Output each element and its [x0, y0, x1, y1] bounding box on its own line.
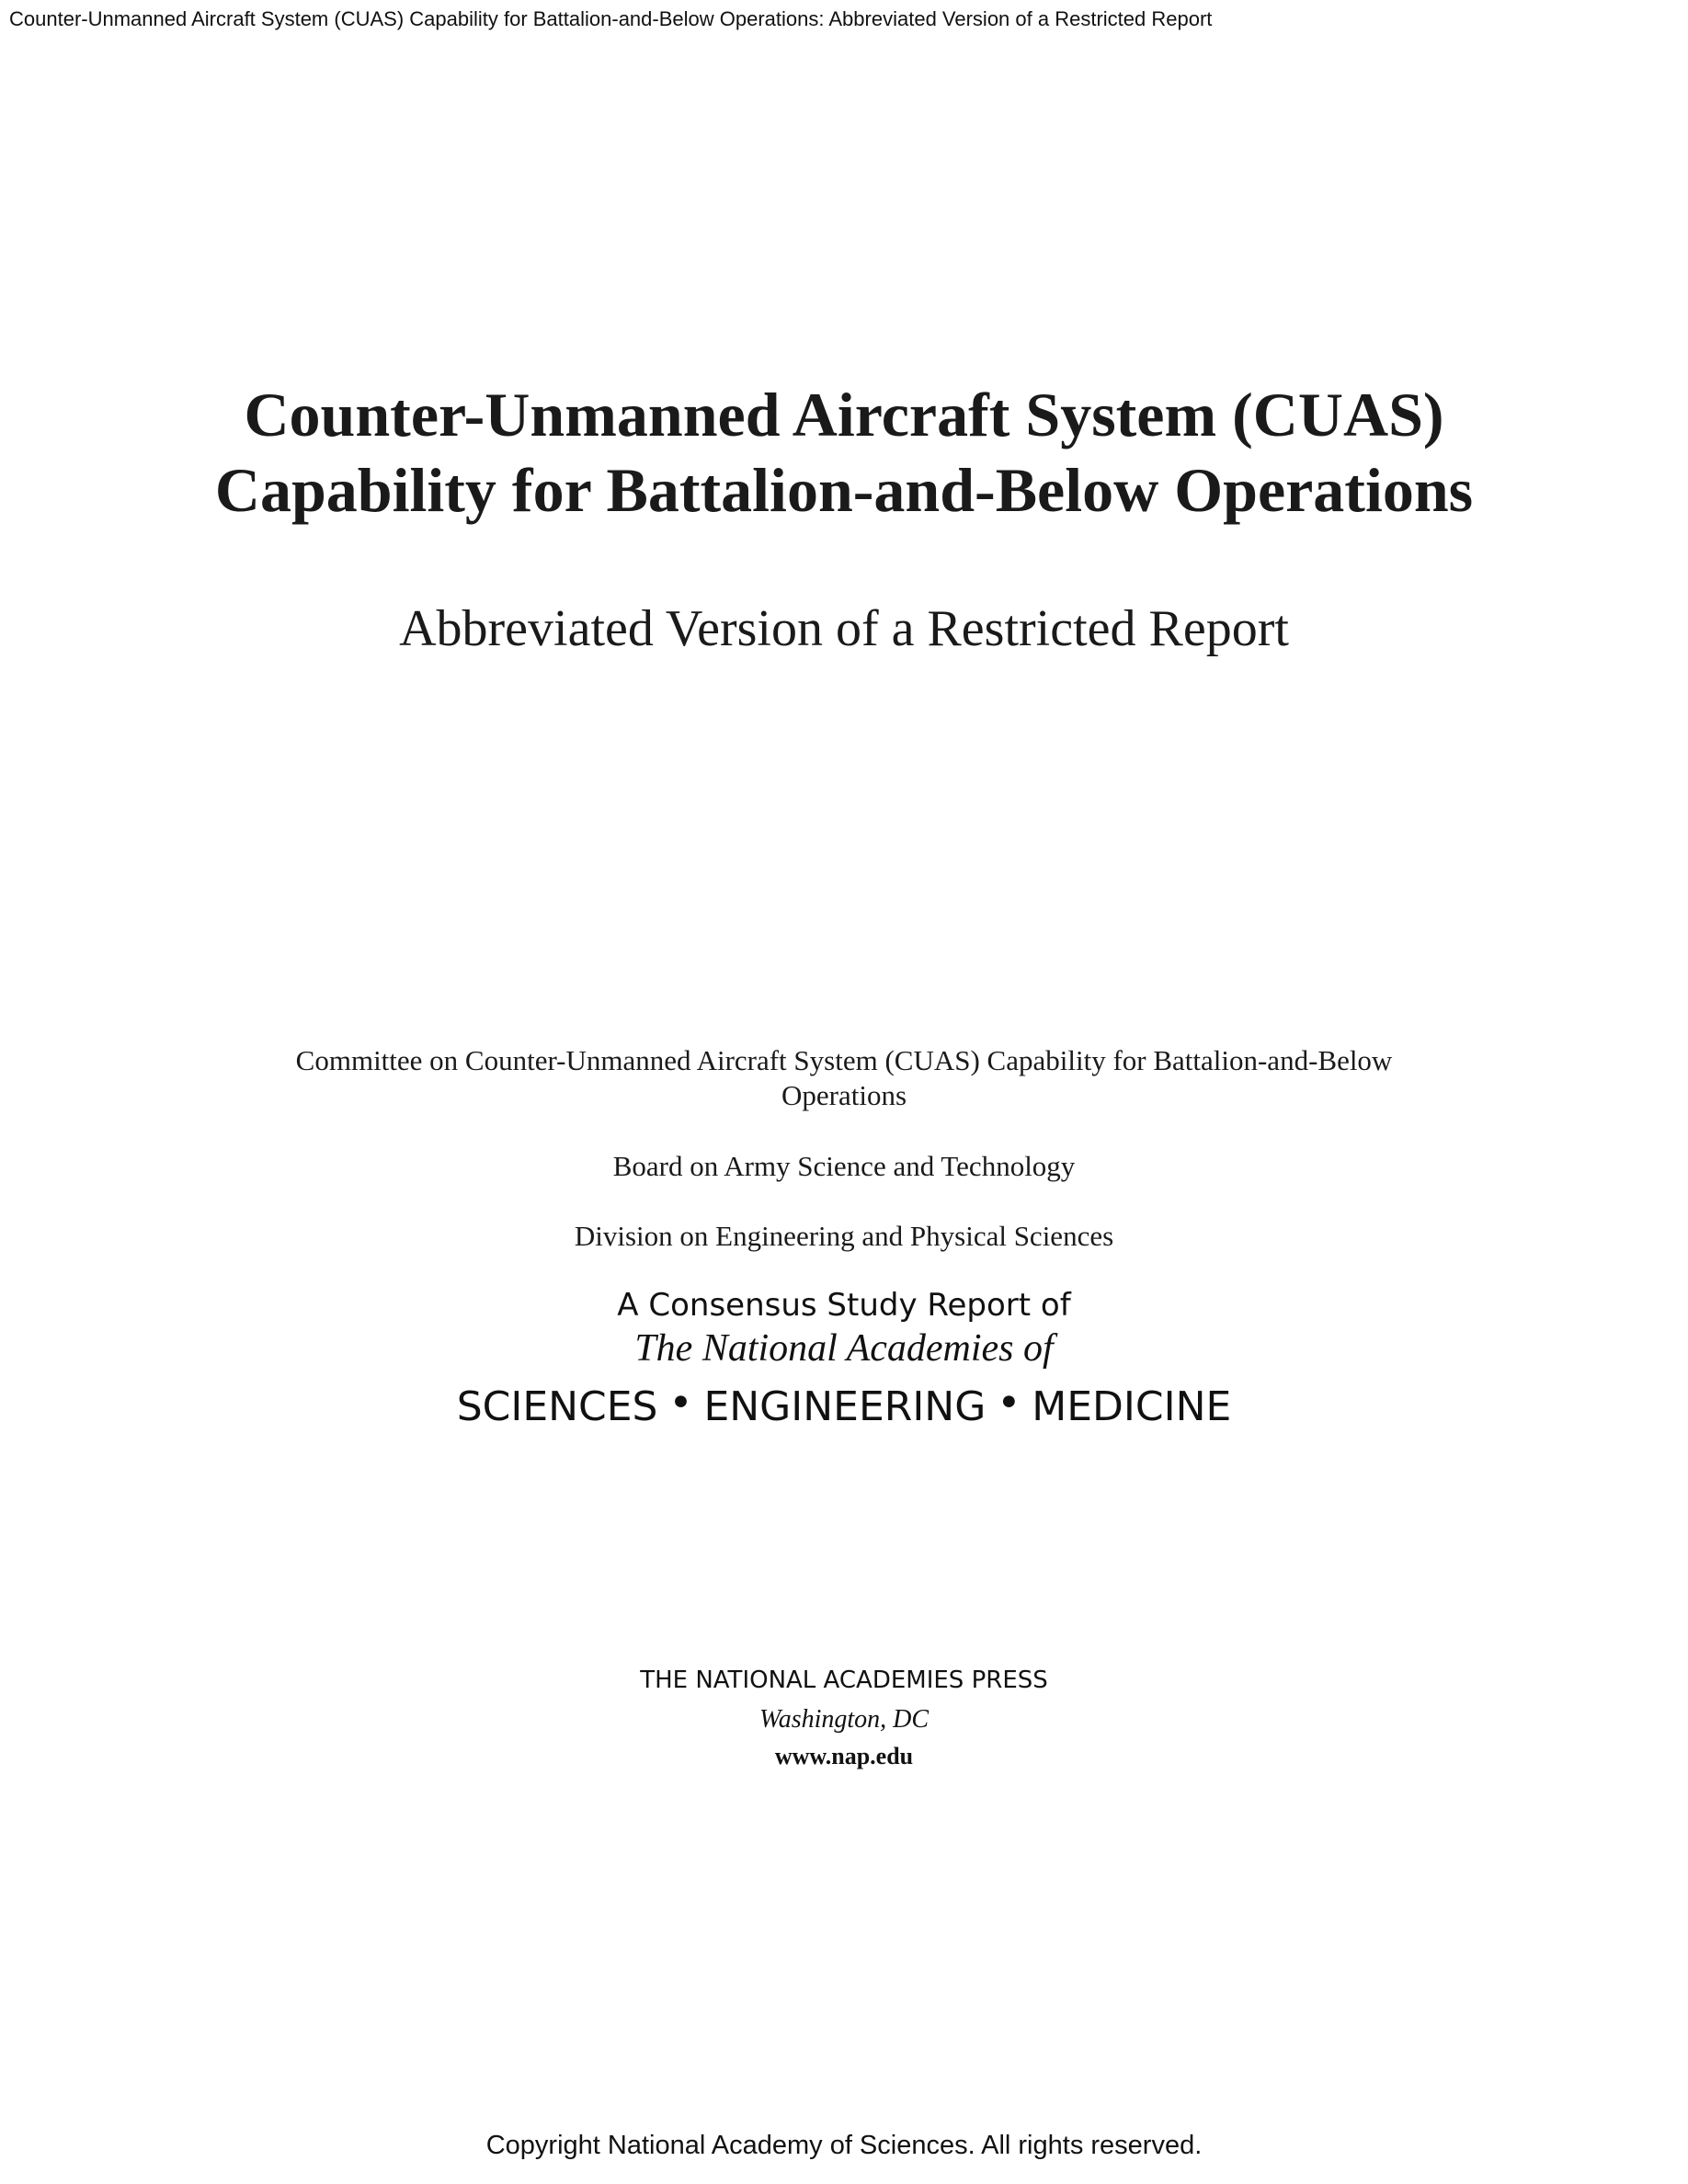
report-title: [0, 377, 1688, 528]
committee-name-line-1: Committee on Counter-Unmanned Aircraft System (CUAS) Capability for Battalion-and-Below: [295, 1044, 1393, 1076]
copyright-footer: Copyright National Academy of Sciences. All rights reserved.: [485, 2131, 1203, 2160]
board-name: Board on Army Science and Technology: [612, 1150, 1076, 1182]
medicine-word: MEDICINE: [1032, 1383, 1232, 1430]
sciences-word: SCIENCES: [456, 1383, 658, 1430]
report-title-line-1: Counter-Unmanned Aircraft System (CUAS): [244, 380, 1444, 449]
committee-name: [0, 1043, 1688, 1113]
report-title-line-2: Capability for Battalion-and-Below Operations: [214, 455, 1474, 525]
national-academies-label: The National Academies of: [634, 1327, 1054, 1370]
publisher-city: Washington, DC: [758, 1705, 930, 1734]
separator-dot: •: [997, 1380, 1021, 1427]
sciences-engineering-medicine-wordmark: [0, 1380, 1688, 1430]
publisher-url[interactable]: www.nap.edu: [774, 1743, 914, 1769]
report-subtitle: Abbreviated Version of a Restricted Report: [399, 600, 1289, 657]
publisher-name: THE NATIONAL ACADEMIES PRESS: [640, 1666, 1048, 1694]
separator-dot: •: [668, 1380, 693, 1427]
running-header: Counter-Unmanned Aircraft System (CUAS) Capability for Battalion-and-Below Operations: Abbreviated Version of a Restricted Report: [9, 7, 1213, 30]
division-name: Division on Engineering and Physical Sciences: [574, 1220, 1114, 1252]
committee-name-line-2: Operations: [781, 1079, 907, 1111]
consensus-study-label: A Consensus Study Report of: [617, 1287, 1071, 1324]
engineering-word: ENGINEERING: [703, 1383, 987, 1430]
